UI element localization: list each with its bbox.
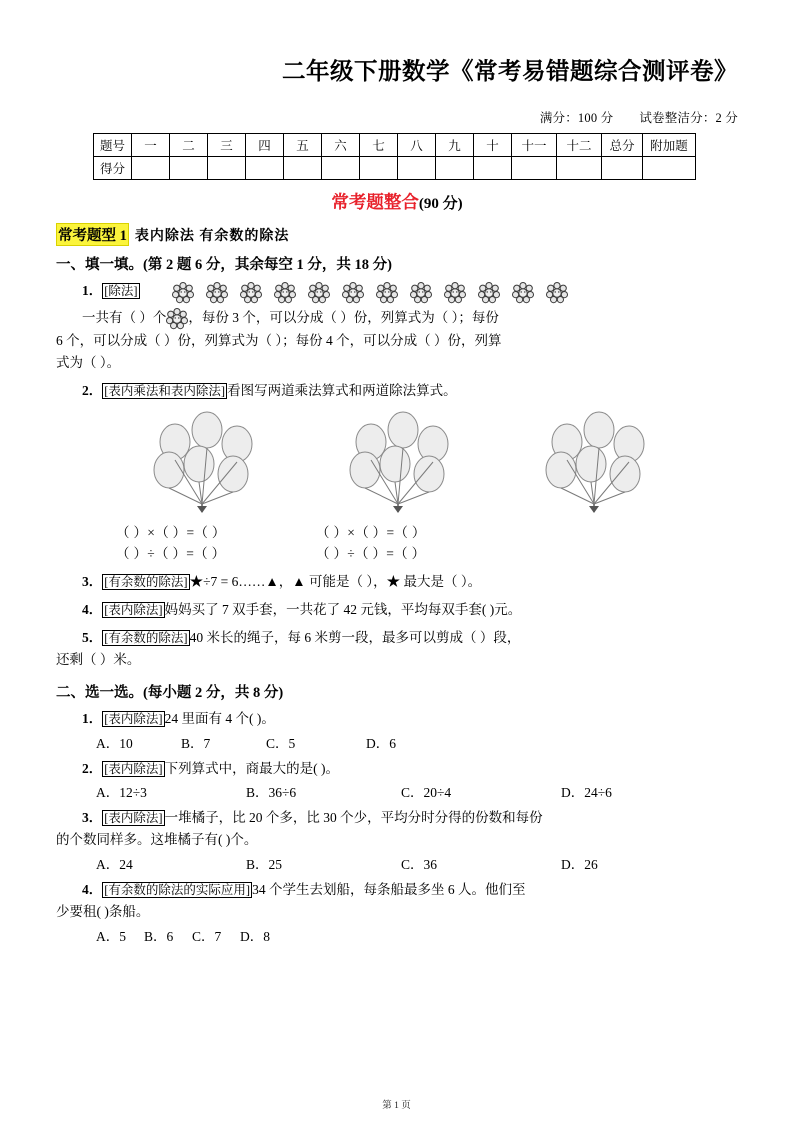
score-cell-2[interactable] <box>170 157 208 180</box>
part-one-heading: 一、填一填。(第 2 题 6 分，其余每空 1 分，共 18 分) <box>56 257 392 273</box>
score-info <box>56 108 738 126</box>
p2q2-option-b[interactable]: B．36÷6 <box>246 785 297 801</box>
neatness-label: 试卷整洁分：2 分 <box>639 111 738 125</box>
section-title-red: 常考题整合 <box>331 192 419 212</box>
p2q2-text: 下列算式中，商最大的是( )。 <box>164 760 339 776</box>
p2q1-option-d[interactable]: D．6 <box>366 735 396 751</box>
q2-mul-eq-2[interactable]: （ ）×（ ）=（ ） <box>316 525 426 541</box>
q4-text: 妈妈买了 7 双手套，一共花了 42 元钱，平均每双手套( )元。 <box>164 602 522 618</box>
score-cell-1[interactable] <box>132 157 170 180</box>
col-6: 六 <box>322 134 360 157</box>
p2q1-text: 24 里面有 4 个( )。 <box>164 710 275 726</box>
col-12: 十二 <box>557 134 602 157</box>
section-title-points: (90 分) <box>418 196 463 212</box>
question-type-bar <box>56 223 738 246</box>
p2q3-option-d[interactable]: D．26 <box>561 857 598 873</box>
p2q2-option-a[interactable]: A．12÷3 <box>96 785 147 801</box>
q1-line4: 式为（ ）。 <box>56 354 121 370</box>
col-2: 二 <box>170 134 208 157</box>
q3-index: 3． <box>82 574 103 590</box>
balloon-group-icon-1 <box>147 408 265 523</box>
page-title: 二年级下册数学《常考易错题综合测评卷》 <box>282 59 738 85</box>
q4-index: 4． <box>82 602 103 618</box>
p2q3-option-b[interactable]: B．25 <box>246 857 283 873</box>
score-cell-10[interactable] <box>474 157 512 180</box>
q2-mul-eq-1[interactable]: （ ）×（ ）=（ ） <box>116 525 226 541</box>
q2-div-eq-1[interactable]: （ ）÷（ ）=（ ） <box>116 546 226 562</box>
col-9: 九 <box>436 134 474 157</box>
row-label-question-no: 题号 <box>94 134 132 157</box>
score-cell-extra[interactable] <box>643 157 696 180</box>
q2-tag: [表内乘法和表内除法] <box>104 383 226 398</box>
col-4: 四 <box>246 134 284 157</box>
q2-div-eq-2[interactable]: （ ）÷（ ）=（ ） <box>316 546 426 562</box>
p2q4-option-c[interactable]: C．7 <box>192 928 222 944</box>
table-row-header <box>94 134 696 157</box>
p2q1-options <box>56 732 738 752</box>
q5-text-a: 40 米长的绳子，每 6 米剪一段，最多可以剪成（ ）段， <box>189 630 521 646</box>
score-cell-5[interactable] <box>284 157 322 180</box>
p2q1-option-b[interactable]: B．7 <box>181 735 211 751</box>
p2q4-options <box>56 925 738 945</box>
p2q2-index: 2． <box>82 760 103 776</box>
q5-tag: [有余数的除法] <box>104 631 188 646</box>
page-footer: 第 1 页 <box>382 1101 411 1111</box>
col-3: 三 <box>208 134 246 157</box>
p2q3-options <box>56 853 738 873</box>
balloon-figure-row <box>66 408 738 523</box>
col-7: 七 <box>360 134 398 157</box>
q3-text: ★÷7 = 6……▲，▲ 可能是（ ），★ 最大是（ ）。 <box>189 574 482 590</box>
score-cell-12[interactable] <box>557 157 602 180</box>
p2q1-option-a[interactable]: A．10 <box>96 735 133 751</box>
score-cell-4[interactable] <box>246 157 284 180</box>
score-cell-11[interactable] <box>512 157 557 180</box>
list-item-p2q1 <box>56 708 738 730</box>
list-item-p2q3 <box>56 807 738 829</box>
q2-index: 2． <box>82 382 103 398</box>
p2q2-option-d[interactable]: D．24÷6 <box>561 785 612 801</box>
full-marks-label: 满分：100 分 <box>539 111 614 125</box>
p2q3-option-a[interactable]: A．24 <box>96 857 133 873</box>
q1-line2-part-a: 一共有（ ）个 <box>82 310 167 325</box>
p2q2-tag: [表内除法] <box>104 761 163 776</box>
q2-multiplication-row <box>116 523 738 544</box>
q2-text: 看图写两道乘法算式和两道除法算式。 <box>227 382 457 398</box>
list-item-q3 <box>56 571 738 593</box>
score-cell-3[interactable] <box>208 157 246 180</box>
question-type-topic: 表内除法 有余数的除法 <box>134 229 290 244</box>
p2q2-options <box>56 781 738 801</box>
list-item-q2 <box>56 380 738 402</box>
balloon-group-icon-2 <box>343 408 461 523</box>
list-item-p2q4 <box>56 879 738 901</box>
p2q1-index: 1． <box>82 710 103 726</box>
q5-text-b: 还剩（ ）米。 <box>56 651 141 667</box>
flower-inline-icon <box>166 310 188 325</box>
p2q4-option-d[interactable]: D．8 <box>240 928 270 944</box>
col-8: 八 <box>398 134 436 157</box>
col-total: 总分 <box>602 134 643 157</box>
flower-row-icon <box>142 280 582 304</box>
p2q2-option-c[interactable]: C．20÷4 <box>401 785 452 801</box>
list-item-p2q2 <box>56 758 738 780</box>
part-two-heading: 二、选一选。(每小题 2 分，共 8 分) <box>56 684 284 701</box>
score-cell-9[interactable] <box>436 157 474 180</box>
list-item-q4 <box>56 599 738 621</box>
p2q3-text-b: 的个数同样多。这堆橘子有( )个。 <box>56 832 258 848</box>
row-label-score: 得分 <box>94 157 132 180</box>
score-cell-6[interactable] <box>322 157 360 180</box>
col-11: 十一 <box>512 134 557 157</box>
q2-division-row <box>116 544 738 565</box>
q4-tag: [表内除法] <box>104 603 163 618</box>
question-type-badge: 常考题型 1 <box>56 223 129 246</box>
p2q4-option-a[interactable]: A．5 <box>96 928 126 944</box>
list-item-q1-line1 <box>56 280 738 304</box>
q1-tag: [除法] <box>104 284 138 299</box>
q1-line2 <box>56 306 738 330</box>
q1-line2-part-b: ，每份 3 个，可以分成（ ）份，列算式为（ ）；每份 <box>188 310 499 325</box>
section-heading <box>56 189 738 214</box>
list-item-q5 <box>56 627 738 649</box>
table-row-score <box>94 157 696 180</box>
p2q4-text-b: 少要租( )条船。 <box>56 904 150 920</box>
col-5: 五 <box>284 134 322 157</box>
p2q1-option-c[interactable]: C．5 <box>266 735 296 751</box>
score-cell-total[interactable] <box>602 157 643 180</box>
p2q4-option-b[interactable]: B．6 <box>144 928 174 944</box>
score-table <box>93 133 696 180</box>
p2q1-tag: [表内除法] <box>104 711 163 726</box>
col-10: 十 <box>474 134 512 157</box>
score-cell-8[interactable] <box>398 157 436 180</box>
p2q4-tag: [有余数的除法的实际应用] <box>104 883 251 898</box>
q3-tag: [有余数的除法] <box>104 575 188 590</box>
score-cell-7[interactable] <box>360 157 398 180</box>
p2q3-index: 3． <box>82 810 103 826</box>
q1-line3: 6 个，可以分成（ ）份，列算式为（ ）；每份 4 个，可以分成（ ）份，列算 <box>56 332 502 348</box>
col-extra: 附加题 <box>643 134 696 157</box>
col-1: 一 <box>132 134 170 157</box>
p2q4-text-a: 34 个学生去划船，每条船最多坐 6 人。他们至 <box>252 882 526 898</box>
p2q4-index: 4． <box>82 882 103 898</box>
q1-index: 1． <box>82 283 103 299</box>
q5-index: 5． <box>82 630 103 646</box>
p2q3-text-a: 一堆橘子，比 20 个多，比 30 个少，平均分时分得的份数和每份 <box>164 810 543 826</box>
p2q3-option-c[interactable]: C．36 <box>401 857 438 873</box>
p2q3-tag: [表内除法] <box>104 811 163 826</box>
balloon-group-icon-3 <box>539 408 657 523</box>
